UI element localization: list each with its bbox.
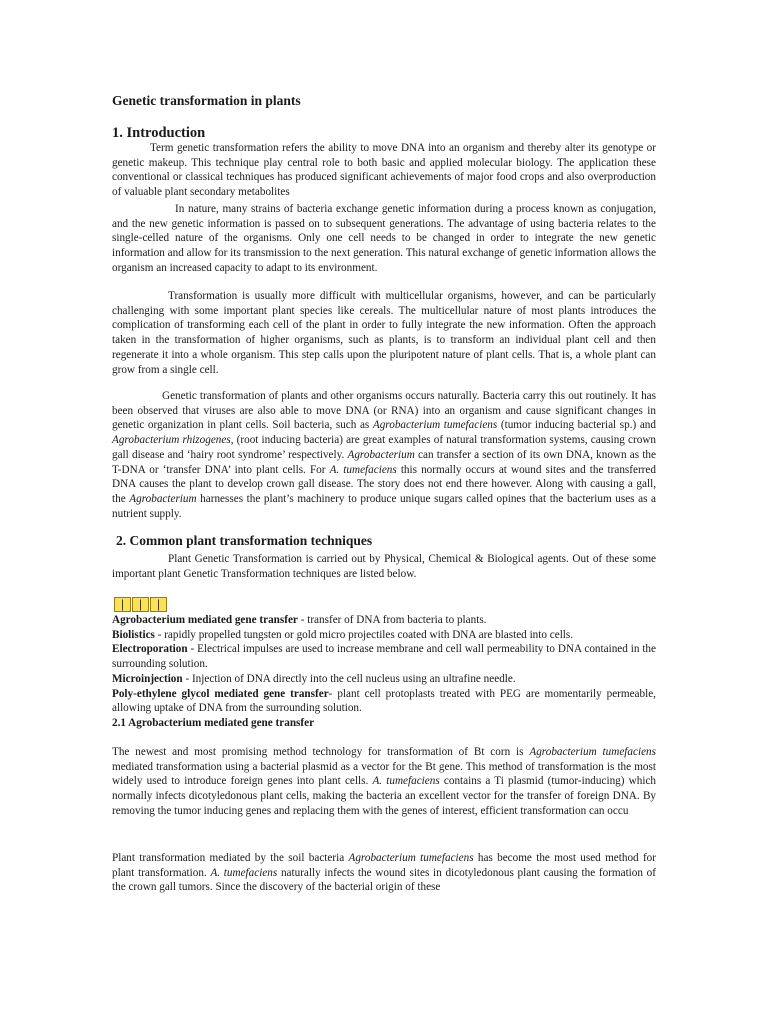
technique-desc: - rapidly propelled tungsten or gold micro projectiles coated with DNA are blasted into cells. (154, 628, 574, 641)
technique-item (112, 687, 656, 716)
subsection-heading: 2.1 Agrobacterium mediated gene transfer (112, 716, 315, 729)
species-name: Agrobacterium tumefaciens (529, 746, 656, 758)
technique-item (112, 628, 656, 643)
toolbar-icons (114, 597, 168, 612)
text-run: , (root inducing bacteria) are great examples of natural transformation systems, causing crown gall disease and ‘hairy root syndrome’ respectively. (112, 434, 656, 461)
technique-desc: - transfer of DNA from bacteria to plants. (297, 614, 487, 626)
species-name: Agrobacterium (129, 492, 197, 505)
diamond-icon: ❘ (132, 597, 149, 612)
technique-item (112, 672, 656, 687)
paragraph-text: In nature, many strains of bacteria exchange genetic information during a process known as conjugation, and the new genetic information is passed on to subsequent generations. The advantage of using bacteria relates to the single-celled nature of the organisms. Only one cell needs to be changed in order to integrate the new genetic information and allow for its transmission to the next generation. This natural exchange of genetic information allows the organism an increased capacity to adapt to its environment. (112, 203, 656, 274)
species-name: A. tumefaciens (372, 775, 440, 788)
technique-name: Electroporation (112, 643, 188, 656)
diamond-icon: ❘ (150, 597, 167, 612)
technique-name: Poly-ethylene glycol mediated gene transfer (112, 687, 329, 700)
section-heading-introduction: 1. Introduction (112, 125, 206, 141)
paragraph-intro-1 (112, 141, 656, 200)
text-run: Plant transformation mediated by the soil bacteria (112, 852, 349, 864)
species-name: Agrobacterium rhizogenes (112, 434, 231, 447)
diamond-icon: ❘ (114, 597, 131, 612)
text-run: harnesses the plant’s machinery to produce unique sugars called opines that the bacterium uses as a nutrient supply. (112, 492, 656, 520)
paragraph-agrobacterium-2 (112, 851, 656, 895)
species-name: A. tumefaciens (210, 866, 278, 879)
technique-item (112, 642, 656, 671)
text-run: has become the most used method for plant transformation. (112, 852, 656, 879)
paragraph-agrobacterium-1 (112, 745, 656, 819)
text-run: The newest and most promising method technology for transformation of Bt corn is (112, 746, 530, 758)
text-run: (tumor inducing bacterial sp.) and (497, 419, 656, 432)
paragraph-text: Plant Genetic Transformation is carried out by Physical, Chemical & Biological agents. Out of these some important plant Genetic Transformation techniques are listed below. (112, 553, 656, 580)
paragraph-text: Transformation is usually more difficult with multicellular organisms, however, and can be particularly challenging with some important plant species like cereals. The multicellular nature of most plants introduces the complication of transforming each cell of the plant in order to fully integrate the new information. Often the approach taken in the transformation of higher organisms, such as plants, is to transform an individual plant cell and then regenerate it into a whole organism. This step calls upon the pluripotent nature of plant cells. That is, a whole plant can grow from a single cell. (112, 290, 656, 376)
paragraph-intro-4 (112, 389, 656, 521)
technique-name: Microinjection (112, 672, 183, 685)
text-run: Genetic transformation of plants and other organisms occurs naturally. Bacteria carry this out routinely. It has been observed that viruses are also able to move DNA (or RNA) into an organism and cause significant changes in genetic organization in plant cells. Soil bacteria, such as (112, 390, 656, 432)
technique-name: Biolistics (112, 628, 155, 641)
paragraph-techniques-intro (112, 552, 656, 581)
technique-list (112, 613, 656, 731)
species-name: Agrobacterium (347, 448, 415, 461)
text-run: contains a Ti plasmid (tumor-inducing) which normally infects dicotyledonous plant cells, making the bacteria an excellent vector for the transfer of foreign DNA. By removing the tumor inducing genes and replacing them with the genes of interest, efficient transformation can occu (112, 775, 657, 817)
species-name: Agrobacterium tumefaciens (372, 419, 498, 432)
technique-name: Agrobacterium mediated gene transfer (112, 614, 298, 626)
species-name: Agrobacterium tumefaciens (348, 852, 474, 864)
paragraph-text: Term genetic transformation refers the ability to move DNA into an organism and thereby alter its genotype or genetic makeup. This technique play central role to both basic and applied molecular biology. The application these conventional or classical techniques has produced significant achievements of major food crops and also overproduction of valuable plant secondary metabolites (112, 142, 656, 199)
paragraph-intro-2 (112, 202, 656, 276)
text-run: mediated transformation using a bacterial plasmid as a vector for the Bt gene. This method of transformation is the most widely used to introduce foreign genes into plant cells. (112, 760, 656, 788)
document-title: Genetic transformation in plants (112, 93, 301, 108)
technique-desc: - Injection of DNA directly into the cell nucleus using an ultrafine needle. (182, 672, 516, 685)
paragraph-intro-3 (112, 289, 656, 377)
species-name: A. tumefaciens (329, 463, 397, 476)
section-heading-techniques: 2. Common plant transformation techniques (116, 533, 373, 548)
text-run: can transfer a section of its own DNA, known as the T-DNA or ‘transfer DNA’ into plant cells. For (112, 448, 656, 476)
technique-desc: - Electrical impulses are used to increase membrane and cell wall permeability to DNA contained in the surrounding solution. (112, 643, 656, 671)
text-run: naturally infects the wound sites in dicotyledonous plant causing the formation of the crown gall tumors. Since the discovery of the bacterial origin of these (112, 866, 656, 894)
technique-item (112, 613, 656, 628)
text-run: this normally occurs at wound sites and the transferred DNA causes the plant to develop crown gall disease. The story does not end there however. Along with causing a gall, the (112, 463, 656, 505)
technique-desc: - plant cell protoplasts treated with PEG are momentarily permeable, allowing uptake of DNA from the surrounding solution. (112, 687, 656, 715)
